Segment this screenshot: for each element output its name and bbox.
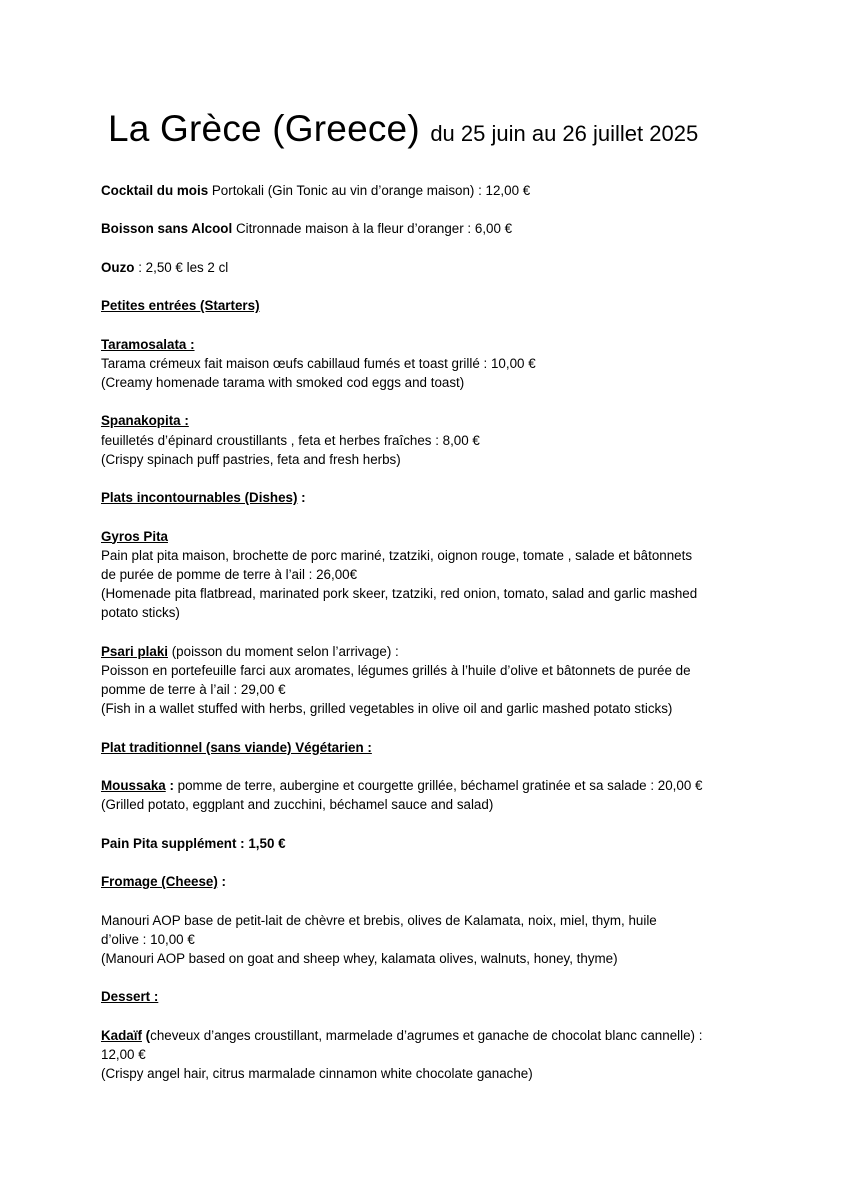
cheese-desc-2: d’olive : 10,00 € bbox=[101, 931, 195, 947]
cheese-desc-1: Manouri AOP base de petit-lait de chèvre et brebis, olives de Kalamata, noix, miel, thym, huile bbox=[101, 912, 657, 928]
moussaka-translation: (Grilled potato, eggplant and zucchini, béchamel sauce and salad) bbox=[101, 797, 494, 813]
taramosalata-name: Taramosalata : bbox=[101, 336, 195, 352]
kadaif-price: 12,00 € bbox=[101, 1046, 146, 1062]
ouzo-label: Ouzo bbox=[101, 259, 135, 275]
psari-plaki-name: Psari plaki bbox=[101, 643, 168, 659]
menu-title bbox=[108, 108, 698, 150]
vegetarian-heading: Plat traditionnel (sans viande) Végétarien : bbox=[101, 739, 372, 755]
kadaif-desc: cheveux d’anges croustillant, marmelade d’agrumes et ganache de chocolat blanc cannelle) : bbox=[150, 1027, 703, 1043]
gyros-translation-1: (Homenade pita flatbread, marinated pork skeer, tzatziki, red onion, tomato, salad and garlic mashed bbox=[101, 586, 698, 602]
cheese-heading: Fromage (Cheese) : bbox=[101, 874, 227, 890]
psari-plaki-desc-2: pomme de terre à l’ail : 29,00 € bbox=[101, 682, 286, 698]
starters-heading: Petites entrées (Starters) bbox=[101, 298, 260, 314]
title-main: La Grèce (Greece) bbox=[108, 108, 420, 149]
ouzo-line bbox=[101, 258, 761, 277]
soft-drink-text: Citronnade maison à la fleur d’oranger : 6,00 € bbox=[232, 221, 513, 237]
spanakopita-desc: feuilletés d’épinard croustillants , feta et herbes fraîches : 8,00 € bbox=[101, 432, 480, 448]
moussaka-desc: pomme de terre, aubergine et courgette grillée, béchamel gratinée et sa salade : 20,00 € bbox=[173, 778, 703, 794]
taramosalata-translation: (Creamy homenade tarama with smoked cod eggs and toast) bbox=[101, 374, 465, 390]
moussaka-line: Moussaka : pomme de terre, aubergine et courgette grillée, béchamel gratinée et sa salade : 20,00 € bbox=[101, 778, 703, 794]
gyros-translation-2: potato sticks) bbox=[101, 605, 180, 621]
psari-plaki-line bbox=[101, 642, 761, 661]
cheese-translation: (Manouri AOP based on goat and sheep whey, kalamata olives, walnuts, honey, thyme) bbox=[101, 950, 618, 966]
psari-plaki-translation: (Fish in a wallet stuffed with herbs, grilled vegetables in olive oil and garlic mashed potato sticks) bbox=[101, 701, 673, 717]
cocktail-text: Portokali (Gin Tonic au vin d’orange maison) : 12,00 € bbox=[208, 183, 531, 198]
moussaka-name: Moussaka bbox=[101, 778, 166, 794]
dessert-heading: Dessert : bbox=[101, 989, 159, 1005]
kadaif-line: Kadaïf (cheveux d’anges croustillant, marmelade d’agrumes et ganache de chocolat blanc cannelle) : bbox=[101, 1027, 703, 1043]
kadaif-name: Kadaïf bbox=[101, 1027, 142, 1043]
menu-body bbox=[101, 181, 761, 1083]
spanakopita-name: Spanakopita : bbox=[101, 413, 189, 429]
taramosalata-desc: Tarama crémeux fait maison œufs cabillaud fumés et toast grillé : 10,00 € bbox=[101, 355, 536, 371]
soft-drink-line bbox=[101, 219, 761, 238]
gyros-desc-2: de purée de pomme de terre à l’ail : 26,00€ bbox=[101, 566, 358, 582]
dishes-heading: Plats incontournables (Dishes) : bbox=[101, 490, 306, 506]
psari-plaki-note: (poisson du moment selon l’arrivage) : bbox=[168, 643, 399, 659]
gyros-name: Gyros Pita bbox=[101, 528, 168, 544]
cocktail-line bbox=[101, 181, 761, 200]
gyros-desc-1: Pain plat pita maison, brochette de porc mariné, tzatziki, oignon rouge, tomate , salade et bâtonnets bbox=[101, 547, 693, 563]
spanakopita-translation: (Crispy spinach puff pastries, feta and fresh herbs) bbox=[101, 451, 401, 467]
kadaif-translation: (Crispy angel hair, citrus marmalade cinnamon white chocolate ganache) bbox=[101, 1066, 533, 1082]
pita-supplement: Pain Pita supplément : 1,50 € bbox=[101, 835, 286, 851]
ouzo-text: : 2,50 € les 2 cl bbox=[134, 259, 229, 275]
psari-plaki-desc-1: Poisson en portefeuille farci aux aromates, légumes grillés à l’huile d’olive et bâtonnets de purée de bbox=[101, 662, 691, 678]
cocktail-label: Cocktail du mois bbox=[101, 183, 209, 198]
title-dates: du 25 juin au 26 juillet 2025 bbox=[430, 121, 699, 146]
soft-drink-label: Boisson sans Alcool bbox=[101, 221, 233, 237]
